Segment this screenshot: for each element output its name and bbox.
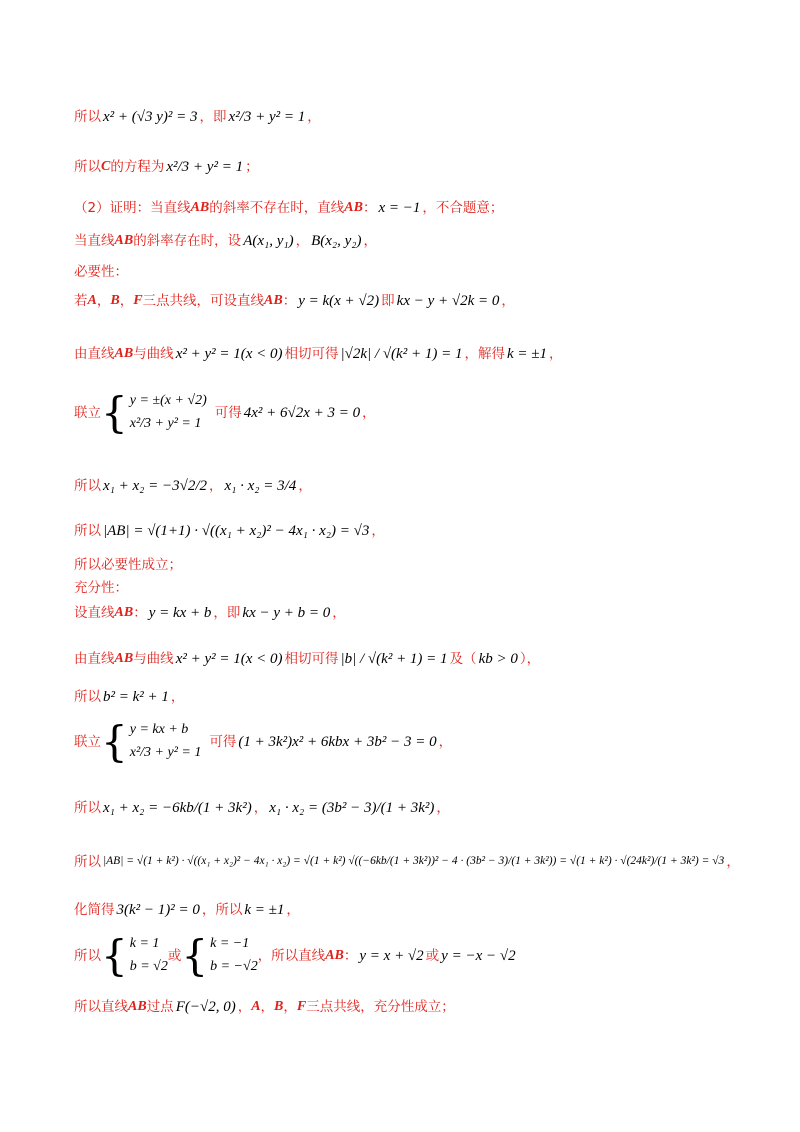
text: 若 (74, 292, 88, 309)
formula: x₁ + x₂ = −3√2/2 (103, 478, 208, 494)
formula: x = −1 (378, 200, 421, 216)
text: ， (119, 292, 134, 309)
formula: b² = k² + 1 (103, 689, 169, 705)
line-set-line (74, 604, 760, 622)
text: 相切可得 (284, 650, 339, 667)
text: 设直线 (74, 604, 115, 621)
formula: B(x₂, y₂) (311, 233, 362, 249)
text: ， (438, 733, 453, 750)
formula: 3(k² − 1)² = 0 (116, 902, 200, 918)
text: 的斜率不存在时，直线 (209, 199, 345, 216)
formula: y = kx + b (148, 605, 212, 621)
line-equation-of-c (74, 158, 760, 176)
text: 可得 (209, 733, 237, 750)
label: A (251, 998, 261, 1014)
equation-system (210, 936, 258, 976)
text: ，所以直线 (257, 947, 326, 964)
line-collinear (74, 292, 760, 310)
text: 所以 (74, 477, 101, 494)
label: AB (114, 604, 134, 620)
formula: 4x² + 6√2x + 3 = 0 (243, 405, 361, 421)
label: AB (114, 650, 134, 666)
line-tangent-condition (74, 345, 760, 363)
text: ， (237, 998, 252, 1015)
text: 与曲线 (133, 650, 174, 667)
text: 联立 (74, 404, 101, 421)
formula: x₁ + x₂ = −6kb/(1 + 3k²) (103, 800, 252, 816)
formula: k = 1 (129, 936, 160, 952)
text: 与曲线 (133, 345, 174, 362)
text: 或 (167, 947, 182, 964)
text: 所以 (74, 688, 101, 705)
text: ， (362, 404, 376, 421)
text: 联立 (74, 733, 101, 750)
line-set-points (74, 232, 760, 250)
text: 所以 (74, 947, 101, 964)
line-sufficiency-heading (74, 580, 760, 596)
text: ， (298, 477, 312, 494)
text: ）， (519, 650, 541, 667)
line-necessity-heading (74, 264, 760, 280)
line-conclusion-ellipse (74, 108, 760, 126)
line-b-squared (74, 688, 760, 706)
label: AB (264, 292, 283, 308)
formula: x²/3 + y² = 1 (129, 745, 202, 760)
formula: x² + y² = 1(x < 0) (175, 346, 283, 362)
formula: y = kx + b (129, 722, 189, 738)
brace: { (101, 717, 128, 766)
text: ， (726, 854, 740, 870)
text: ， (253, 799, 268, 816)
formula: k = ±1 (506, 346, 547, 362)
text: ， (548, 345, 563, 362)
formula: (1 + 3k²)x² + 6kbx + 3b² − 3 = 0 (238, 734, 437, 750)
line-tangent-condition-2 (74, 650, 760, 668)
formula: k = ±1 (244, 902, 285, 918)
formula: x₁ · x₂ = (3b² − 3)/(1 + 3k²) (269, 800, 435, 816)
line-sufficiency-holds (74, 998, 760, 1016)
line-vieta-2 (74, 799, 760, 817)
text: ， (332, 604, 346, 621)
text: ，即 (199, 108, 227, 125)
formula: kx − y + √2k = 0 (396, 293, 500, 309)
text: 可得 (214, 404, 242, 421)
text: 化简得 (74, 901, 115, 918)
formula: F(−√2, 0) (175, 999, 236, 1015)
line-simplify (74, 901, 760, 919)
text: 的斜率存在时，设 (133, 232, 242, 249)
text: 由直线 (74, 345, 115, 362)
formula: b = √2 (129, 959, 168, 974)
text: ： (343, 947, 358, 964)
formula: |b| / √(k² + 1) = 1 (340, 651, 448, 667)
text: （2）证明：当直线 (74, 199, 191, 216)
label: AB (114, 232, 134, 248)
label: B (110, 292, 120, 308)
formula: x² + (√3 y)² = 3 (103, 109, 198, 125)
formula: kb > 0 (478, 651, 518, 667)
formula: x²/3 + y² = 1 (166, 159, 244, 175)
text: ； (245, 158, 259, 175)
formula: k = −1 (210, 936, 250, 952)
line-vieta-1 (74, 477, 760, 495)
line-chord-length-2 (74, 854, 760, 870)
formula: A(x₁, y₁) (243, 233, 294, 249)
text: ，即 (213, 604, 241, 621)
formula: b = −√2 (210, 959, 258, 974)
text: ， (96, 292, 111, 309)
text: ， (307, 108, 321, 125)
formula: y = k(x + √2) (298, 293, 380, 309)
brace: { (101, 388, 128, 437)
text: ， (363, 232, 377, 249)
formula: kx − y + b = 0 (242, 605, 331, 621)
text: ， (436, 799, 450, 816)
text: 必要性： (74, 264, 128, 280)
text: ， (260, 998, 275, 1015)
text: 所以必要性成立； (74, 557, 182, 573)
text: 由直线 (74, 650, 115, 667)
text: 所以 (74, 108, 101, 125)
text: ，不合题意； (422, 199, 504, 216)
text: 三点共线，可设直线 (142, 292, 265, 309)
formula: x²/3 + y² = 1 (228, 109, 306, 125)
text: 所以 (74, 522, 101, 539)
text: ， (286, 901, 300, 918)
text: 充分性： (74, 580, 128, 596)
text: ， (283, 998, 297, 1015)
label: AB (114, 345, 134, 361)
line-system-1 (74, 388, 760, 437)
formula: x²/3 + y² = 1 (129, 416, 202, 431)
label: AB (190, 199, 210, 215)
equation-system (130, 936, 168, 976)
text: 所以 (74, 158, 101, 175)
text: 的方程为 (110, 158, 165, 175)
line-chord-length-1 (74, 522, 760, 540)
label: B (274, 998, 284, 1014)
label: AB (128, 998, 147, 1014)
text: 所以直线 (74, 998, 128, 1015)
line-necessity-holds (74, 557, 760, 573)
formula: |AB| = √(1+1) · √((x₁ + x₂)² − 4x₁ · x₂) = √3 (103, 523, 370, 539)
line-proof-start (74, 199, 760, 217)
label: F (296, 998, 307, 1014)
formula: y = ±(x + √2) (129, 393, 207, 409)
formula: x² + y² = 1(x < 0) (175, 651, 283, 667)
text: 当直线 (74, 232, 115, 249)
text: 所以 (74, 854, 101, 870)
text: 所以 (74, 799, 101, 816)
text: ， (371, 522, 385, 539)
text: ，所以 (201, 901, 243, 918)
text: ： (362, 199, 377, 216)
text: ， (170, 688, 185, 705)
label: A (87, 292, 97, 308)
line-system-2 (74, 717, 760, 766)
text: 或 (425, 947, 440, 964)
text: ， (501, 292, 515, 309)
text: ， (209, 477, 223, 494)
text: 即 (381, 292, 395, 309)
brace: { (101, 931, 128, 980)
text: ： (133, 604, 147, 621)
formula: y = −x − √2 (441, 948, 516, 964)
equation-system (130, 393, 207, 433)
formula: x₁ · x₂ = 3/4 (224, 478, 297, 494)
line-solutions (74, 931, 760, 980)
text: ， (295, 232, 310, 249)
equation-system (130, 722, 202, 762)
formula: |√2k| / √(k² + 1) = 1 (340, 346, 463, 362)
label: F (133, 292, 143, 308)
label: AB (325, 947, 344, 963)
formula: |AB| = √(1 + k²) · √((x₁ + x₂)² − 4x₁ · x₂) = √(1 + k²) √((−6kb/(1 + 3k²))² − 4 · (3b² − 3)/(1 + 3k²)) = √(1 + k²) · √(24k²)/(1 + 3k²) = √3 (103, 855, 725, 868)
text: 相切可得 (284, 345, 339, 362)
formula: y = x + √2 (359, 948, 424, 964)
text: 过点 (146, 998, 174, 1015)
label: AB (344, 199, 363, 215)
text: ： (282, 292, 297, 309)
text: ，解得 (464, 345, 505, 362)
text: 三点共线，充分性成立； (306, 998, 455, 1015)
text: 及（ (449, 650, 477, 667)
label: C (101, 158, 111, 174)
brace: { (181, 931, 209, 980)
